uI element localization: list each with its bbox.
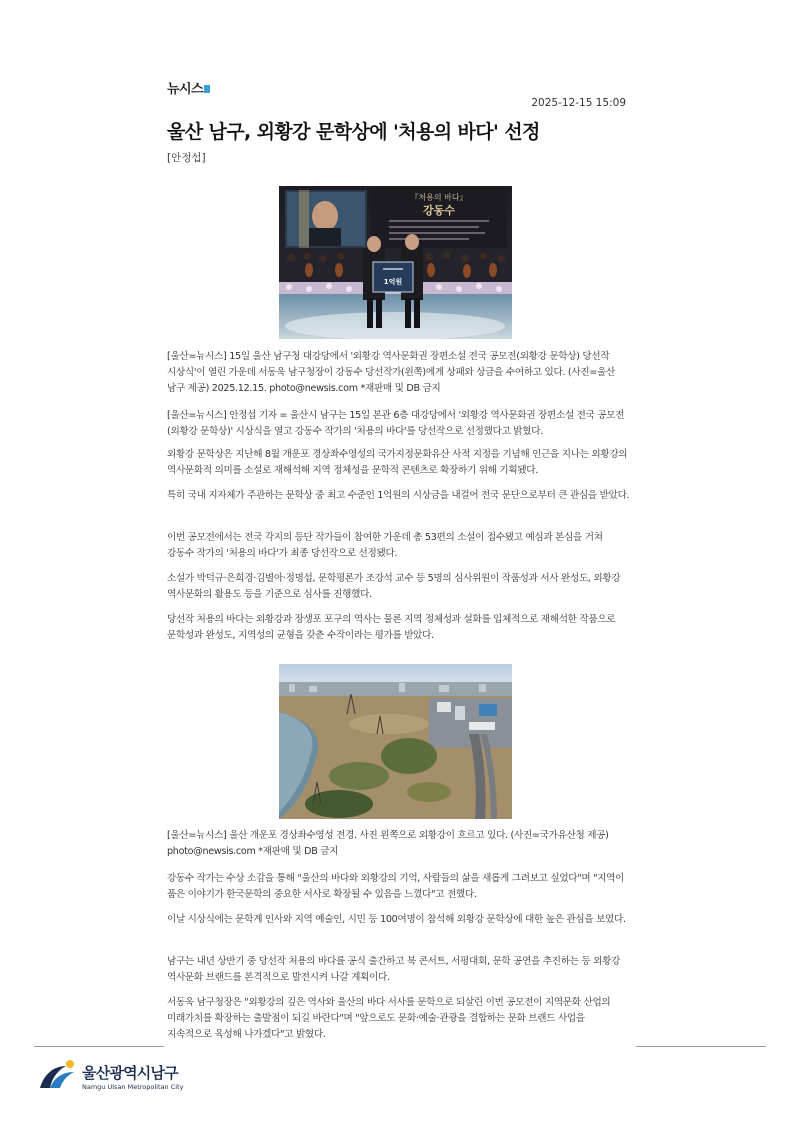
paragraph: 강동수 작가는 수상 소감을 통해 "울산의 바다와 외황강의 기억, 사람들의 삶을 새롭게 그려보고 싶었다"며 "지역이 품은 이야기가 한국문학의 중요한 서사로 확장될 수 있음을 느꼈다"고 전했다. bbox=[167, 873, 625, 900]
footer-divider-right bbox=[636, 1046, 766, 1047]
newsis-logo bbox=[167, 78, 210, 97]
namgu-emblem-icon bbox=[36, 1058, 80, 1094]
article-title: 울산 남구, 외황강 문학상에 '처용의 바다' 선정 bbox=[167, 121, 540, 143]
plaque-amount: 1억원 bbox=[383, 278, 403, 286]
paragraph: 이날 시상식에는 문학계 인사와 지역 예술인, 시민 등 100여명이 참석해 외황강 문학상에 대한 높은 관심을 보였다. bbox=[167, 914, 626, 925]
photo1-caption: [울산=뉴시스] 15일 울산 남구청 대강당에서 '외황강 역사문화권 장편소설 전국 공모전(외황강 문학상) 당선작 시상식'이 열린 가운데 서동욱 남구청장이 강동수 당선작가(왼쪽)에게 상패와 상금을 수여하고 있다. (사진=울산 남구 제공) 2025.12.15. photo@newsis.com *재판매 및 DB 금지 bbox=[167, 351, 615, 394]
paragraph: 이번 공모전에서는 전국 각지의 등단 작가들이 참여한 가운데 총 53편의 소설이 접수됐고 예심과 본심을 거쳐 강동수 작가의 '처용의 바다'가 최종 당선작으로 선정됐다. bbox=[167, 532, 603, 559]
paragraph: 외황강 문학상은 지난해 8월 개운포 경상좌수영성의 국가지정문화유산 사적 지정을 기념해 인근을 지나는 외황강의 역사문화적 의미를 소설로 재해석해 지역 정체성을 문학적 콘텐츠로 확장하기 위해 기획됐다. bbox=[167, 449, 628, 476]
photo2-caption: [울산=뉴시스] 울산 개운포 경상좌수영성 전경. 사진 왼쪽으로 외황강이 흐르고 있다. (사진=국가유산청 제공) photo@newsis.com *재판매 및 DB 금지 bbox=[167, 830, 609, 857]
paragraph: 당선작 처용의 바다는 외황강과 장생포 포구의 역사는 물론 지역 정체성과 설화를 입체적으로 재해석한 작품으로 문학성과 완성도, 지역성의 균형을 갖춘 수작이라는 평가를 받았다. bbox=[167, 614, 616, 641]
logo-text: 뉴시스 bbox=[167, 82, 204, 97]
paragraph: [울산=뉴시스] 안정섭 기자 = 울산시 남구는 15일 본관 6층 대강당에서 '외황강 역사문화권 장편소설 전국 공모전(외황강 문학상)' 시상식을 열고 강동수 작가의 '처용의 바다'를 당선작으로 선정했다고 밝혔다. bbox=[167, 410, 625, 437]
ceremony-photo bbox=[279, 186, 512, 339]
logo-mark-icon bbox=[204, 85, 210, 93]
publish-date: 2025-12-15 15:09 bbox=[531, 97, 626, 109]
reporter-name: [안정섭] bbox=[167, 152, 206, 164]
org-name-en: Namgu Ulsan Metropolitan City bbox=[82, 1083, 184, 1091]
paragraph: 특히 국내 지자체가 주관하는 문학상 중 최고 수준인 1억원의 시상금을 내걸어 전국 문단으로부터 큰 관심을 받았다. bbox=[167, 490, 630, 501]
banner-title: 『처용의 바다』 bbox=[410, 193, 468, 202]
org-name: 울산광역시남구 bbox=[82, 1064, 178, 1082]
namgu-logo bbox=[36, 1058, 236, 1098]
banner-name: 강동수 bbox=[423, 204, 455, 217]
paragraph: 남구는 내년 상반기 중 당선작 처용의 바다를 공식 출간하고 북 콘서트, 서평대회, 문학 공연을 추진하는 등 외황강 역사문화 브랜드를 본격적으로 발전시켜 나갈 계획이다. bbox=[167, 956, 621, 983]
footer-divider-left bbox=[34, 1046, 164, 1047]
aerial-photo bbox=[279, 664, 512, 819]
paragraph: 서동욱 남구청장은 "외황강의 깊은 역사와 울산의 바다 서사를 문학으로 되살린 이번 공모전이 지역문화 산업의 미래가치를 확장하는 출발점이 되길 바란다"며 "앞으로도 문화·예술·관광을 결합하는 문화 브랜드 사업을 지속적으로 육성해 나가겠다"고 밝혔다. bbox=[167, 997, 611, 1040]
paragraph: 소설가 박덕규·은희경·김별아·정명섭, 문학평론가 조강석 교수 등 5명의 심사위원이 작품성과 서사 완성도, 외황강 역사문화의 활용도 등을 기준으로 심사를 진행했다. bbox=[167, 573, 621, 600]
